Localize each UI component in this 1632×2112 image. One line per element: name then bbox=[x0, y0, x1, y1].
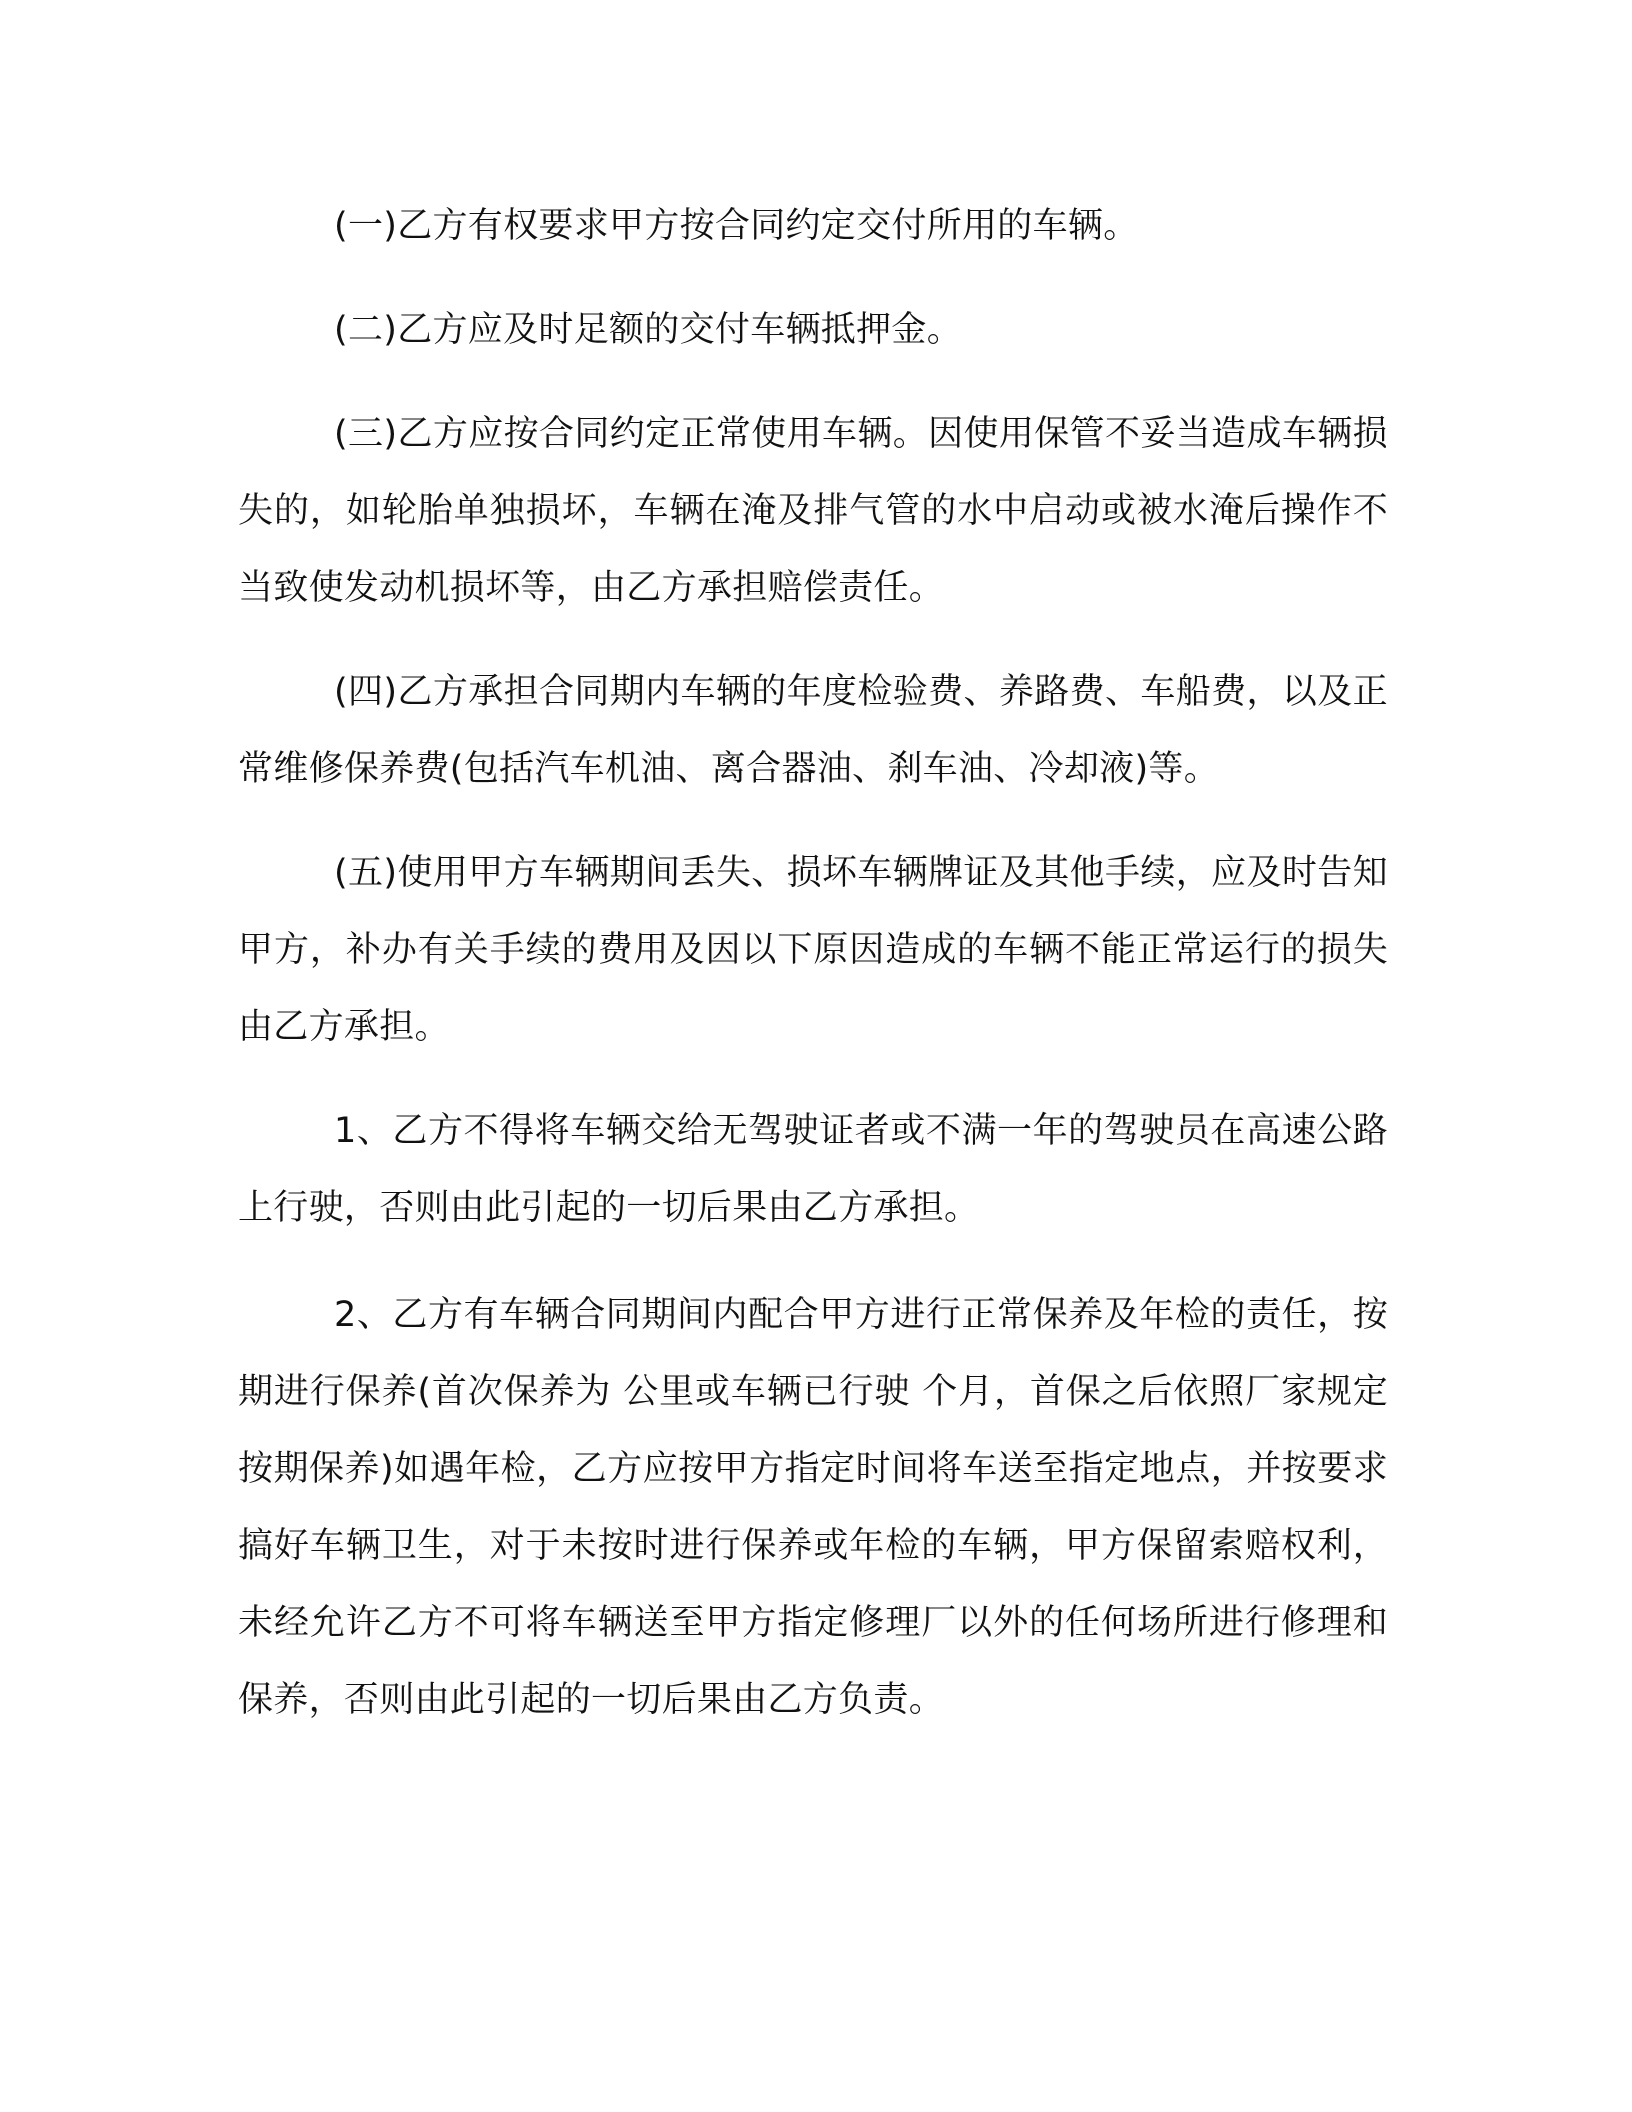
clause-4: (四)乙方承担合同期内车辆的年度检验费、养路费、车船费，以及正常维修保养费(包括汽车机油、离合器油、刹车油、冷却液)等。 bbox=[238, 672, 1388, 789]
sub-clause-2: 2、乙方有车辆合同期间内配合甲方进行正常保养及年检的责任，按期进行保养(首次保养为 公里或车辆已行驶 个月，首保之后依照厂家规定按期保养)如遇年检，乙方应按甲方指定时间将车送至指定地点，并按要求搞好车辆卫生，对于未按时进行保养或年检的车辆，甲方保留索赔权利，未经允许乙方不可将车辆送至甲方指定修理厂以外的任何场所进行修理和保养，否则由此引起的一切后果由乙方负责。 bbox=[238, 1295, 1388, 1720]
sub-clause-1: 1、乙方不得将车辆交给无驾驶证者或不满一年的驾驶员在高速公路上行驶，否则由此引起的一切后果由乙方承担。 bbox=[238, 1111, 1388, 1228]
clause-3: (三)乙方应按合同约定正常使用车辆。因使用保管不妥当造成车辆损失的，如轮胎单独损坏，车辆在淹及排气管的水中启动或被水淹后操作不当致使发动机损坏等，由乙方承担赔偿责任。 bbox=[238, 414, 1388, 608]
clause-1: (一)乙方有权要求甲方按合同约定交付所用的车辆。 bbox=[334, 206, 1139, 246]
clause-2: (二)乙方应及时足额的交付车辆抵押金。 bbox=[334, 310, 963, 350]
clause-5: (五)使用甲方车辆期间丢失、损坏车辆牌证及其他手续，应及时告知甲方，补办有关手续的费用及因以下原因造成的车辆不能正常运行的损失由乙方承担。 bbox=[238, 853, 1388, 1047]
document-body bbox=[238, 188, 1388, 1769]
